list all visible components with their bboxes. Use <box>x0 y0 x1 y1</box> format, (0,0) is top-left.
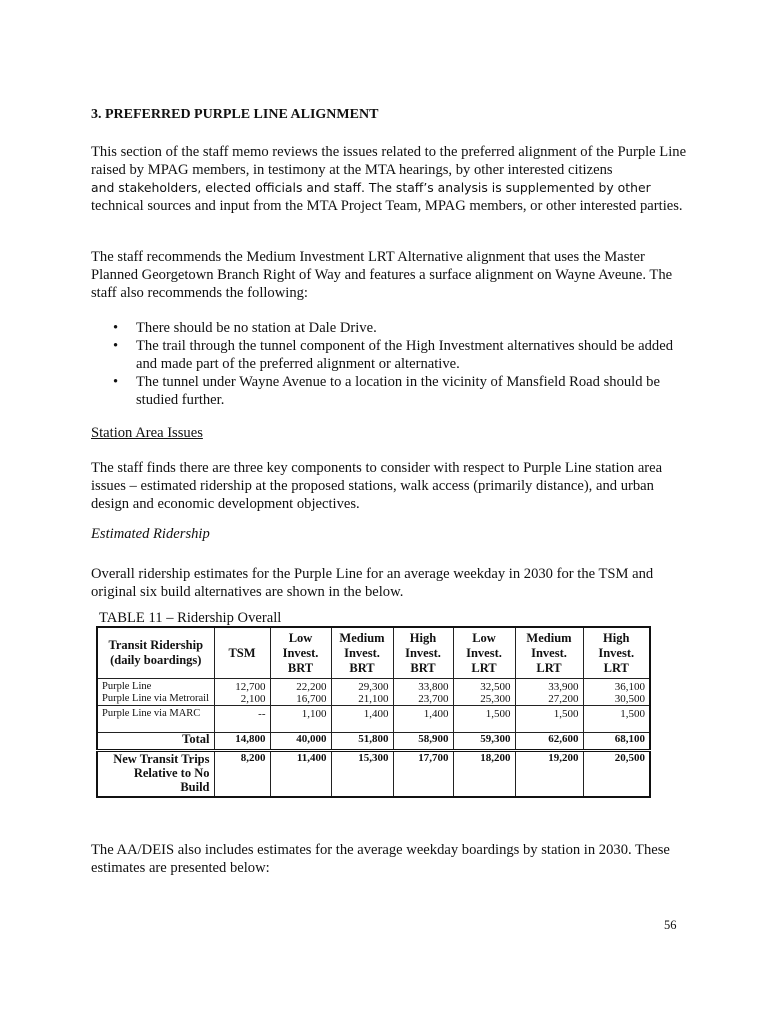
header-cell: Low Invest. BRT <box>270 627 331 679</box>
header-cell: Medium Invest. BRT <box>331 627 393 679</box>
table-row: Purple Line 12,700 22,200 29,300 33,800 32,500 33,900 36,100 <box>97 679 650 694</box>
header-cell: High Invest. BRT <box>393 627 453 679</box>
table-header-row <box>97 627 650 679</box>
table-row: Purple Line via MARC -- 1,100 1,400 1,400 1,500 1,500 1,500 <box>97 706 650 733</box>
table-caption: TABLE 11 – Ridership Overall <box>99 610 282 626</box>
intro-line-1: This section of the staff memo reviews the issues related to the preferred alignment of the Purple Line raised by MPAG members, in testimony at the MTA hearings, by other interested citizens <box>91 144 687 178</box>
ridership-table <box>96 626 651 798</box>
aa-deis-paragraph: The AA/DEIS also includes estimates for the average weekday boardings by station in 2030. These estimates are presented below: <box>91 842 670 876</box>
header-cell: TSM <box>214 627 270 679</box>
table-total-row: Total 14,800 40,000 51,800 58,900 59,300 62,600 68,100 <box>97 733 650 751</box>
recommendation-list <box>91 319 691 409</box>
table-row: Purple Line via Metrorail 2,100 16,700 21,100 23,700 25,300 27,200 30,500 <box>97 693 650 706</box>
bullet-icon: • <box>113 320 119 336</box>
table-new-trips-row: New Transit Trips Relative to No Build 8,200 11,400 15,300 17,700 18,200 19,200 20,500 <box>97 751 650 798</box>
station-area-heading: Station Area Issues <box>91 425 203 441</box>
header-cell: High Invest. LRT <box>583 627 650 679</box>
list-item: • The tunnel under Wayne Avenue to a location in the vicinity of Mansfield Road should be studied further. <box>113 374 660 408</box>
intro-line-3: technical sources and input from the MTA Project Team, MPAG members, or other interested parties. <box>91 198 683 214</box>
section-heading: 3. PREFERRED PURPLE LINE ALIGNMENT <box>91 107 379 122</box>
intro-paragraph <box>91 143 691 215</box>
bullet-icon: • <box>113 338 119 354</box>
estimated-ridership-heading: Estimated Ridership <box>91 526 210 542</box>
list-item: • The trail through the tunnel component of the High Investment alternatives should be added and made part of the preferred alignment or alternative. <box>113 338 673 372</box>
header-cell: Medium Invest. LRT <box>515 627 583 679</box>
intro-line-2: and stakeholders, elected officials and staff. The staff’s analysis is supplemented by other <box>91 180 651 195</box>
bullet-icon: • <box>113 374 119 390</box>
ridership-paragraph: Overall ridership estimates for the Purple Line for an average weekday in 2030 for the TSM and original six build alternatives are shown in the below. <box>91 566 654 600</box>
page-number: 56 <box>664 918 677 932</box>
station-paragraph: The staff finds there are three key components to consider with respect to Purple Line station area issues – estimated ridership at the proposed stations, walk access (primarily distance), and urban design and economic development objectives. <box>91 460 663 512</box>
recommend-paragraph: The staff recommends the Medium Investment LRT Alternative alignment that uses the Master Planned Georgetown Branch Right of Way and features a surface alignment on Wayne Aveune. The staff also recommends the following: <box>91 249 673 301</box>
header-cell: Low Invest. LRT <box>453 627 515 679</box>
header-cell: Transit Ridership (daily boardings) <box>97 627 214 679</box>
list-item: • There should be no station at Dale Drive. <box>113 320 377 336</box>
